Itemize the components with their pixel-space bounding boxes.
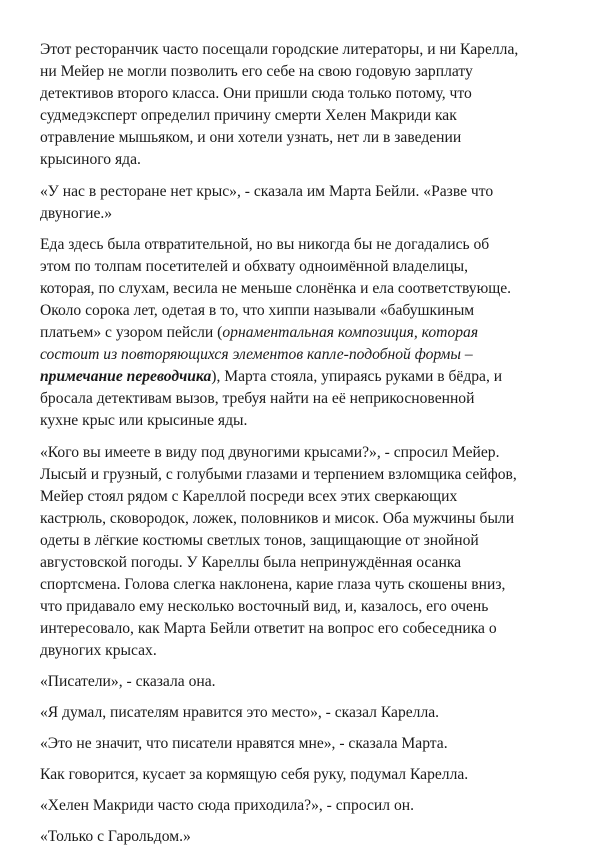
text-line (40, 344, 580, 366)
text-line (40, 149, 580, 171)
paragraph (40, 442, 580, 662)
text-span: «Это не значит, что писатели нравятся мне», - сказала Марта. (40, 735, 448, 752)
text-span: что придавало ему несколько восточный вид, и, казалось, его очень (40, 597, 489, 615)
text-line (40, 464, 580, 486)
text-span: платьем» с узором пейсли ( (40, 324, 223, 341)
text-span: «Я думал, писателям нравится это место», - сказал Карелла. (40, 704, 440, 721)
text-span: «У нас в ресторане нет крыс», - сказала им Марта Бейли. «Разве что (40, 182, 494, 200)
text-line (40, 39, 580, 61)
text-line (40, 83, 580, 105)
text-line (40, 702, 580, 724)
text-span: Мейер стоял рядом с Кареллой посреди всех этих сверкающих (40, 487, 458, 505)
document-page (40, 39, 580, 857)
paragraph (40, 733, 580, 755)
text-line (40, 508, 580, 530)
text-line (40, 552, 580, 574)
text-line (40, 181, 580, 203)
text-line (40, 486, 580, 508)
text-line (40, 256, 580, 278)
text-line (40, 530, 580, 552)
text-span: судмедэксперт определил причину смерти Хелен Макриди как (40, 107, 457, 124)
text-span: интересовало, как Марта Бейли ответит на вопрос его собеседника о (40, 619, 497, 637)
text-span: ), Марта стояла, упираясь руками в бёдра, и (211, 368, 503, 385)
text-span: крысиного яда. (40, 151, 141, 168)
text-span: спортсмена. Голова слегка наклонена, карие глаза чуть скошены вниз, (40, 575, 506, 593)
paragraph (40, 764, 580, 786)
text-line (40, 596, 580, 618)
text-line (40, 618, 580, 640)
paragraph (40, 234, 580, 432)
text-span: этом по толпам посетителей и обхвату одноимённой владелицы, (40, 258, 469, 275)
text-span: которая, по слухам, весила не меньше слонёнка и ела соответствующе. (40, 280, 512, 297)
paragraph (40, 39, 580, 171)
text-span: Около сорока лет, одетая в то, что хиппи называли «бабушкиным (40, 302, 475, 319)
text-line (40, 127, 580, 149)
text-line (40, 764, 580, 786)
paragraph (40, 702, 580, 724)
text-line (40, 61, 580, 83)
paragraph (40, 826, 580, 848)
translator-note-text: орнаментальная композиция, которая (222, 324, 479, 341)
text-span: кухне крыс или крысиные яды. (40, 412, 248, 429)
text-span: кастрюль, сковородок, ложек, половников и мисок. Оба мужчины были (40, 509, 515, 527)
text-line (40, 278, 580, 300)
text-span: Как говорится, кусает за кормящую себя руку, подумал Карелла. (40, 766, 469, 783)
text-line (40, 234, 580, 256)
text-line (40, 322, 580, 344)
text-line (40, 105, 580, 127)
text-span: одеты в лёгкие костюмы светлых тонов, защищающие от знойной (40, 531, 479, 549)
text-span: Еда здесь была отвратительной, но вы никогда бы не догадались об (40, 236, 490, 253)
paragraph (40, 181, 580, 225)
text-line (40, 388, 580, 410)
text-line (40, 203, 580, 225)
text-span: отравление мышьяком, и они хотели узнать, нет ли в заведении (40, 129, 462, 146)
text-line (40, 574, 580, 596)
text-span: «Писатели», - сказала она. (40, 673, 216, 690)
text-line (40, 300, 580, 322)
text-span: «Кого вы имеете в виду под двуногими крысами?», - спросил Мейер. (40, 443, 500, 461)
text-line (40, 795, 580, 817)
text-span: двуногие.» (40, 204, 113, 222)
text-span: августовской погоды. У Кареллы была непринуждённая осанка (40, 553, 462, 571)
text-span: бросала детективам вызов, требуя найти на её неприкосновенной (40, 390, 475, 407)
paragraph (40, 795, 580, 817)
text-line (40, 733, 580, 755)
text-span: Лысый и грузный, с голубыми глазами и терпением взломщика сейфов, (40, 465, 517, 483)
text-line (40, 826, 580, 848)
text-span: Этот ресторанчик часто посещали городские литераторы, и ни Карелла, (40, 41, 519, 58)
text-line (40, 671, 580, 693)
text-line (40, 640, 580, 662)
paragraph (40, 671, 580, 693)
text-span: двуногих крысах. (40, 641, 157, 659)
text-line (40, 442, 580, 464)
translator-note-label: примечание переводчика (40, 368, 212, 385)
text-span: ни Мейер не могли позволить его себе на свою годовую зарплату (40, 63, 473, 80)
translator-note-text: состоит из повторяющихся элементов капле-подобной формы – (40, 346, 473, 363)
text-span: «Хелен Макриди часто сюда приходила?», - спросил он. (40, 797, 414, 814)
text-span: детективов второго класса. Они пришли сюда только потому, что (40, 85, 472, 102)
text-line (40, 410, 580, 432)
text-line (40, 366, 580, 388)
text-span: «Только с Гарольдом.» (40, 828, 191, 845)
